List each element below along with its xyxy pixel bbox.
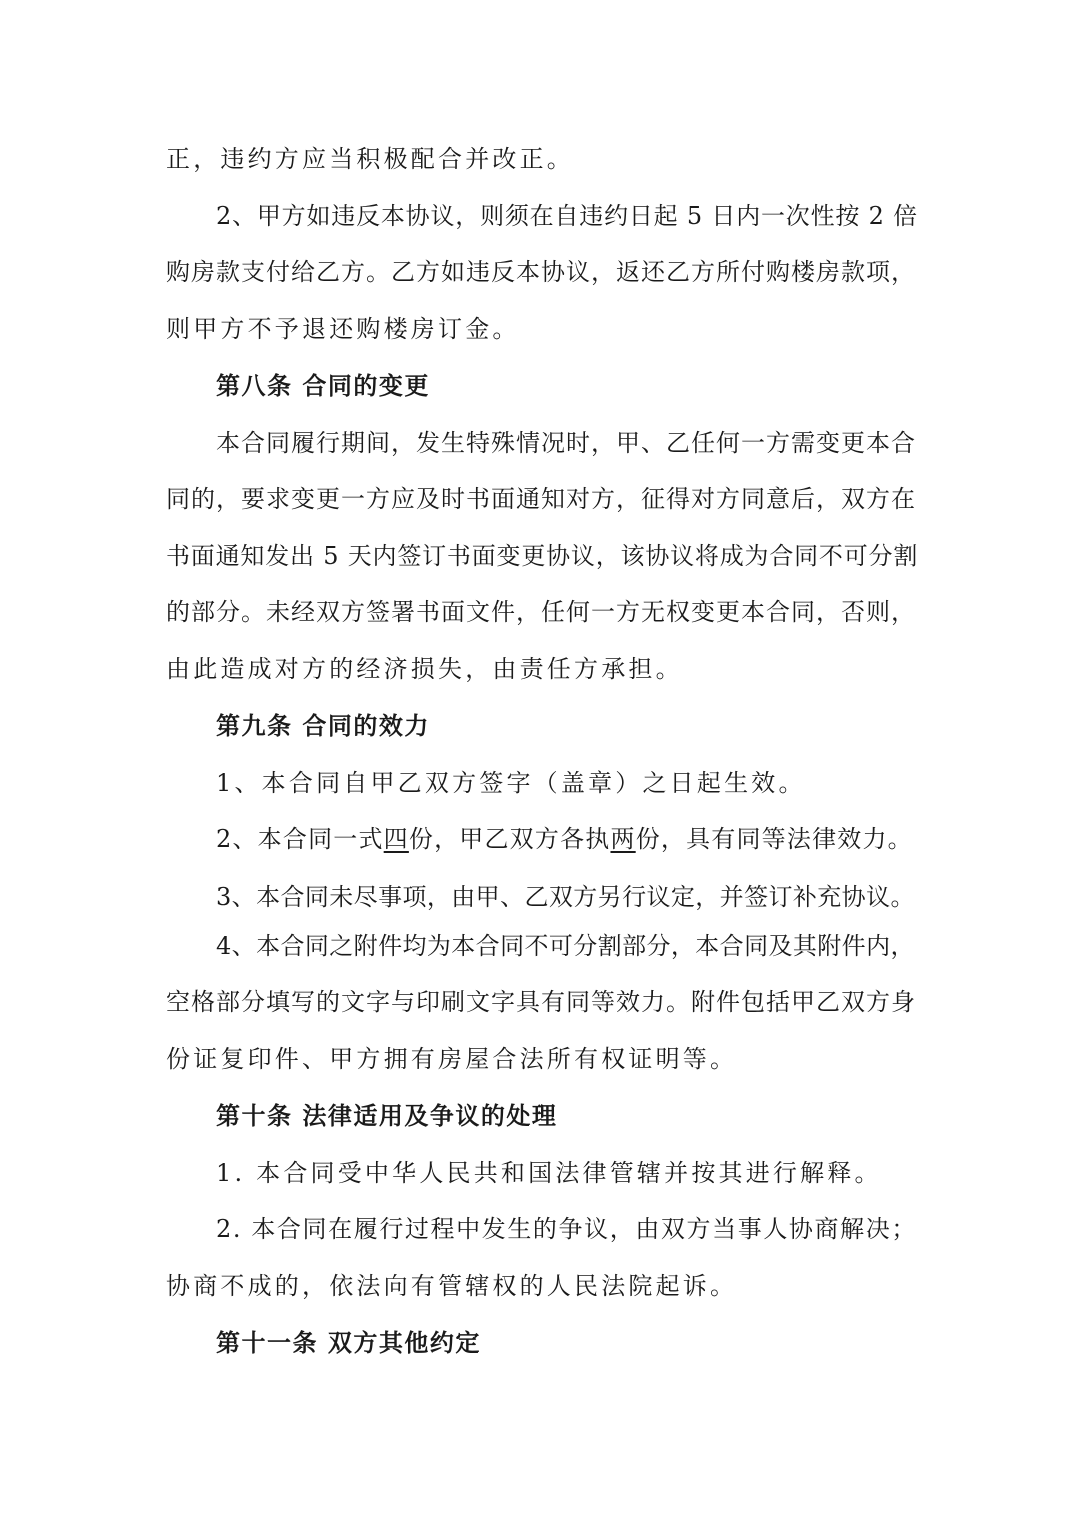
- paragraph-line: 2. 本合同在履行过程中发生的争议，由双方当事人协商解决；: [216, 1215, 917, 1243]
- text-segment: 份，甲乙双方各执: [408, 825, 611, 853]
- paragraph-line: 购房款支付给乙方。乙方如违反本协议，返还乙方所付购楼房款项，: [166, 258, 916, 286]
- paragraph-line: 份证复印件、甲方拥有房屋合法所有权证明等。: [166, 1045, 738, 1073]
- text-segment: 份，具有同等法律效力。: [635, 825, 913, 853]
- paragraph-line: 3、本合同未尽事项，由甲、乙双方另行议定，并签订补充协议。: [216, 883, 915, 911]
- paragraph-line: 协商不成的，依法向有管辖权的人民法院起诉。: [166, 1272, 738, 1300]
- paragraph-line: 正，违约方应当积极配合并改正。: [166, 145, 574, 173]
- paragraph-line: 同的，要求变更一方应及时书面通知对方，征得对方同意后，双方在: [166, 485, 916, 513]
- paragraph-line: [216, 823, 913, 855]
- paragraph-line: 2、甲方如违反本协议，则须在自违约日起 5 日内一次性按 2 倍: [216, 202, 918, 230]
- article-heading: 第十一条 双方其他约定: [216, 1328, 481, 1357]
- filled-blank: 两: [610, 825, 636, 853]
- text-segment: 2、本合同一式: [216, 825, 384, 853]
- paragraph-line: 本合同履行期间，发生特殊情况时，甲、乙任何一方需变更本合: [216, 429, 916, 457]
- paragraph-line: 1、本合同自甲乙双方签字（盖章）之日起生效。: [216, 769, 806, 797]
- paragraph-line: 1. 本合同受中华人民共和国法律管辖并按其进行解释。: [216, 1159, 882, 1187]
- paragraph-line: 书面通知发出 5 天内签订书面变更协议，该协议将成为合同不可分割: [166, 542, 919, 570]
- paragraph-line: 由此造成对方的经济损失，由责任方承担。: [166, 655, 683, 683]
- paragraph-line: 则甲方不予退还购楼房订金。: [166, 315, 520, 343]
- paragraph-line: 4、本合同之附件均为本合同不可分割部分，本合同及其附件内，: [216, 932, 915, 960]
- article-heading: 第九条 合同的效力: [216, 711, 430, 740]
- article-heading: 第十条 法律适用及争议的处理: [216, 1101, 558, 1130]
- filled-blank: 四: [383, 825, 409, 853]
- paragraph-line: 的部分。未经双方签署书面文件，任何一方无权变更本合同，否则，: [166, 598, 916, 626]
- article-heading: 第八条 合同的变更: [216, 371, 430, 400]
- paragraph-line: 空格部分填写的文字与印刷文字具有同等效力。附件包括甲乙双方身: [166, 988, 916, 1016]
